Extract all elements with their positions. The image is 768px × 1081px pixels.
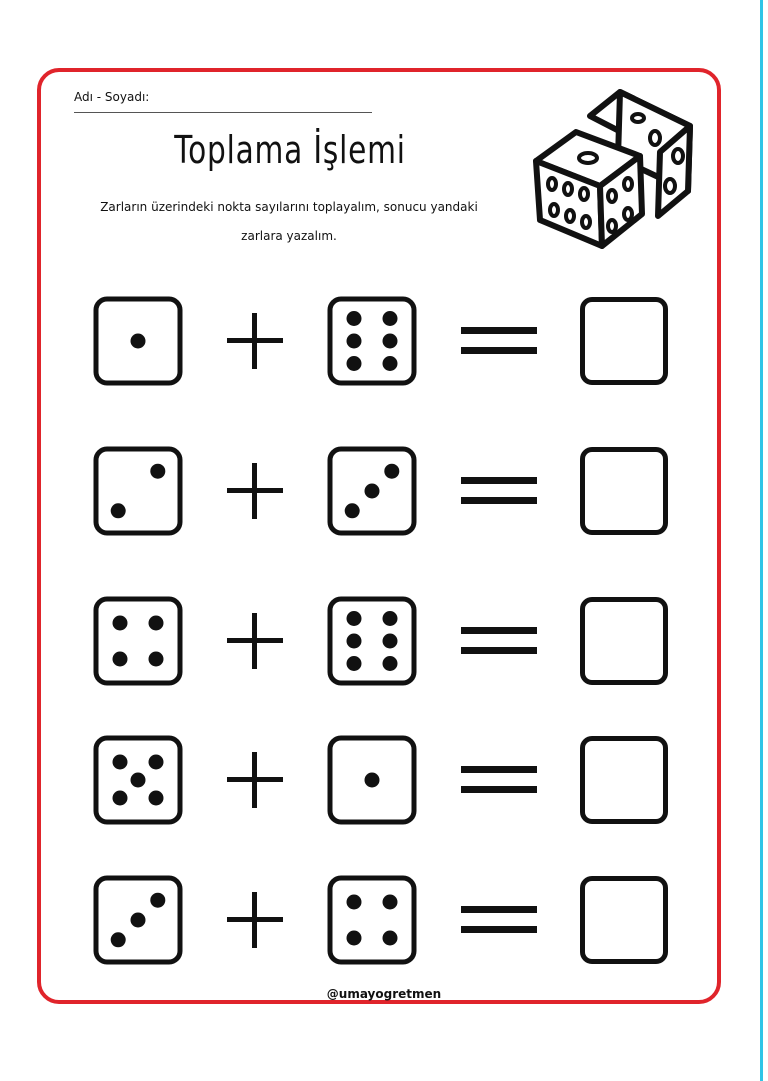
- die-pip: [347, 895, 362, 910]
- die-pip: [383, 895, 398, 910]
- plus-icon: [225, 890, 285, 950]
- answer-box-3[interactable]: [580, 597, 668, 685]
- die-pip: [149, 652, 164, 667]
- die-pip: [383, 634, 398, 649]
- die-pip: [383, 311, 398, 326]
- name-label: Adı - Soyadı:: [74, 90, 150, 104]
- answer-box-4[interactable]: [580, 736, 668, 824]
- die-pip: [149, 616, 164, 631]
- answer-box-1[interactable]: [580, 297, 668, 385]
- die-pip: [347, 634, 362, 649]
- die-pip: [113, 755, 128, 770]
- die-left-5: [93, 875, 183, 965]
- die-right-1: [327, 296, 417, 386]
- die-pip: [365, 773, 380, 788]
- die-pip: [113, 652, 128, 667]
- answer-box-2[interactable]: [580, 447, 668, 535]
- die-pip: [150, 893, 165, 908]
- name-field-line[interactable]: [74, 112, 372, 113]
- plus-icon: [225, 311, 285, 371]
- answer-box-5[interactable]: [580, 876, 668, 964]
- die-right-3: [327, 596, 417, 686]
- equals-icon: [461, 900, 537, 940]
- equals-icon: [461, 621, 537, 661]
- die-pip: [347, 656, 362, 671]
- die-pip: [150, 464, 165, 479]
- die-pip: [383, 356, 398, 371]
- die-right-2: [327, 446, 417, 536]
- die-pip: [345, 503, 360, 518]
- instruction-line-1: Zarların üzerindeki nokta sayılarını toplayalım, sonucu yandaki: [100, 200, 478, 214]
- die-pip: [383, 334, 398, 349]
- die-left-2: [93, 446, 183, 536]
- equals-icon: [461, 471, 537, 511]
- plus-icon: [225, 611, 285, 671]
- die-pip: [131, 773, 146, 788]
- die-pip: [365, 484, 380, 499]
- die-pip: [383, 656, 398, 671]
- plus-icon: [225, 750, 285, 810]
- die-pip: [149, 791, 164, 806]
- credit-text: @umayogretmen: [326, 987, 442, 1001]
- die-pip: [347, 311, 362, 326]
- die-pip: [347, 931, 362, 946]
- equals-icon: [461, 760, 537, 800]
- die-left-4: [93, 735, 183, 825]
- instruction-line-2: zarlara yazalım.: [241, 229, 337, 243]
- die-pip: [347, 356, 362, 371]
- die-left-3: [93, 596, 183, 686]
- die-pip: [113, 616, 128, 631]
- die-left-1: [93, 296, 183, 386]
- die-pip: [384, 464, 399, 479]
- die-pip: [383, 611, 398, 626]
- die-pip: [113, 791, 128, 806]
- die-right-5: [327, 875, 417, 965]
- die-pip: [149, 755, 164, 770]
- die-pip: [383, 931, 398, 946]
- plus-icon: [225, 461, 285, 521]
- two-dice-icon: [520, 86, 700, 251]
- die-right-4: [327, 735, 417, 825]
- die-pip: [347, 334, 362, 349]
- die-pip: [111, 932, 126, 947]
- equals-icon: [461, 321, 537, 361]
- die-pip: [131, 334, 146, 349]
- die-pip: [131, 913, 146, 928]
- die-pip: [347, 611, 362, 626]
- page-edge-line: [760, 0, 763, 1081]
- die-pip: [111, 503, 126, 518]
- worksheet-title: Toplama İşlemi: [174, 128, 406, 172]
